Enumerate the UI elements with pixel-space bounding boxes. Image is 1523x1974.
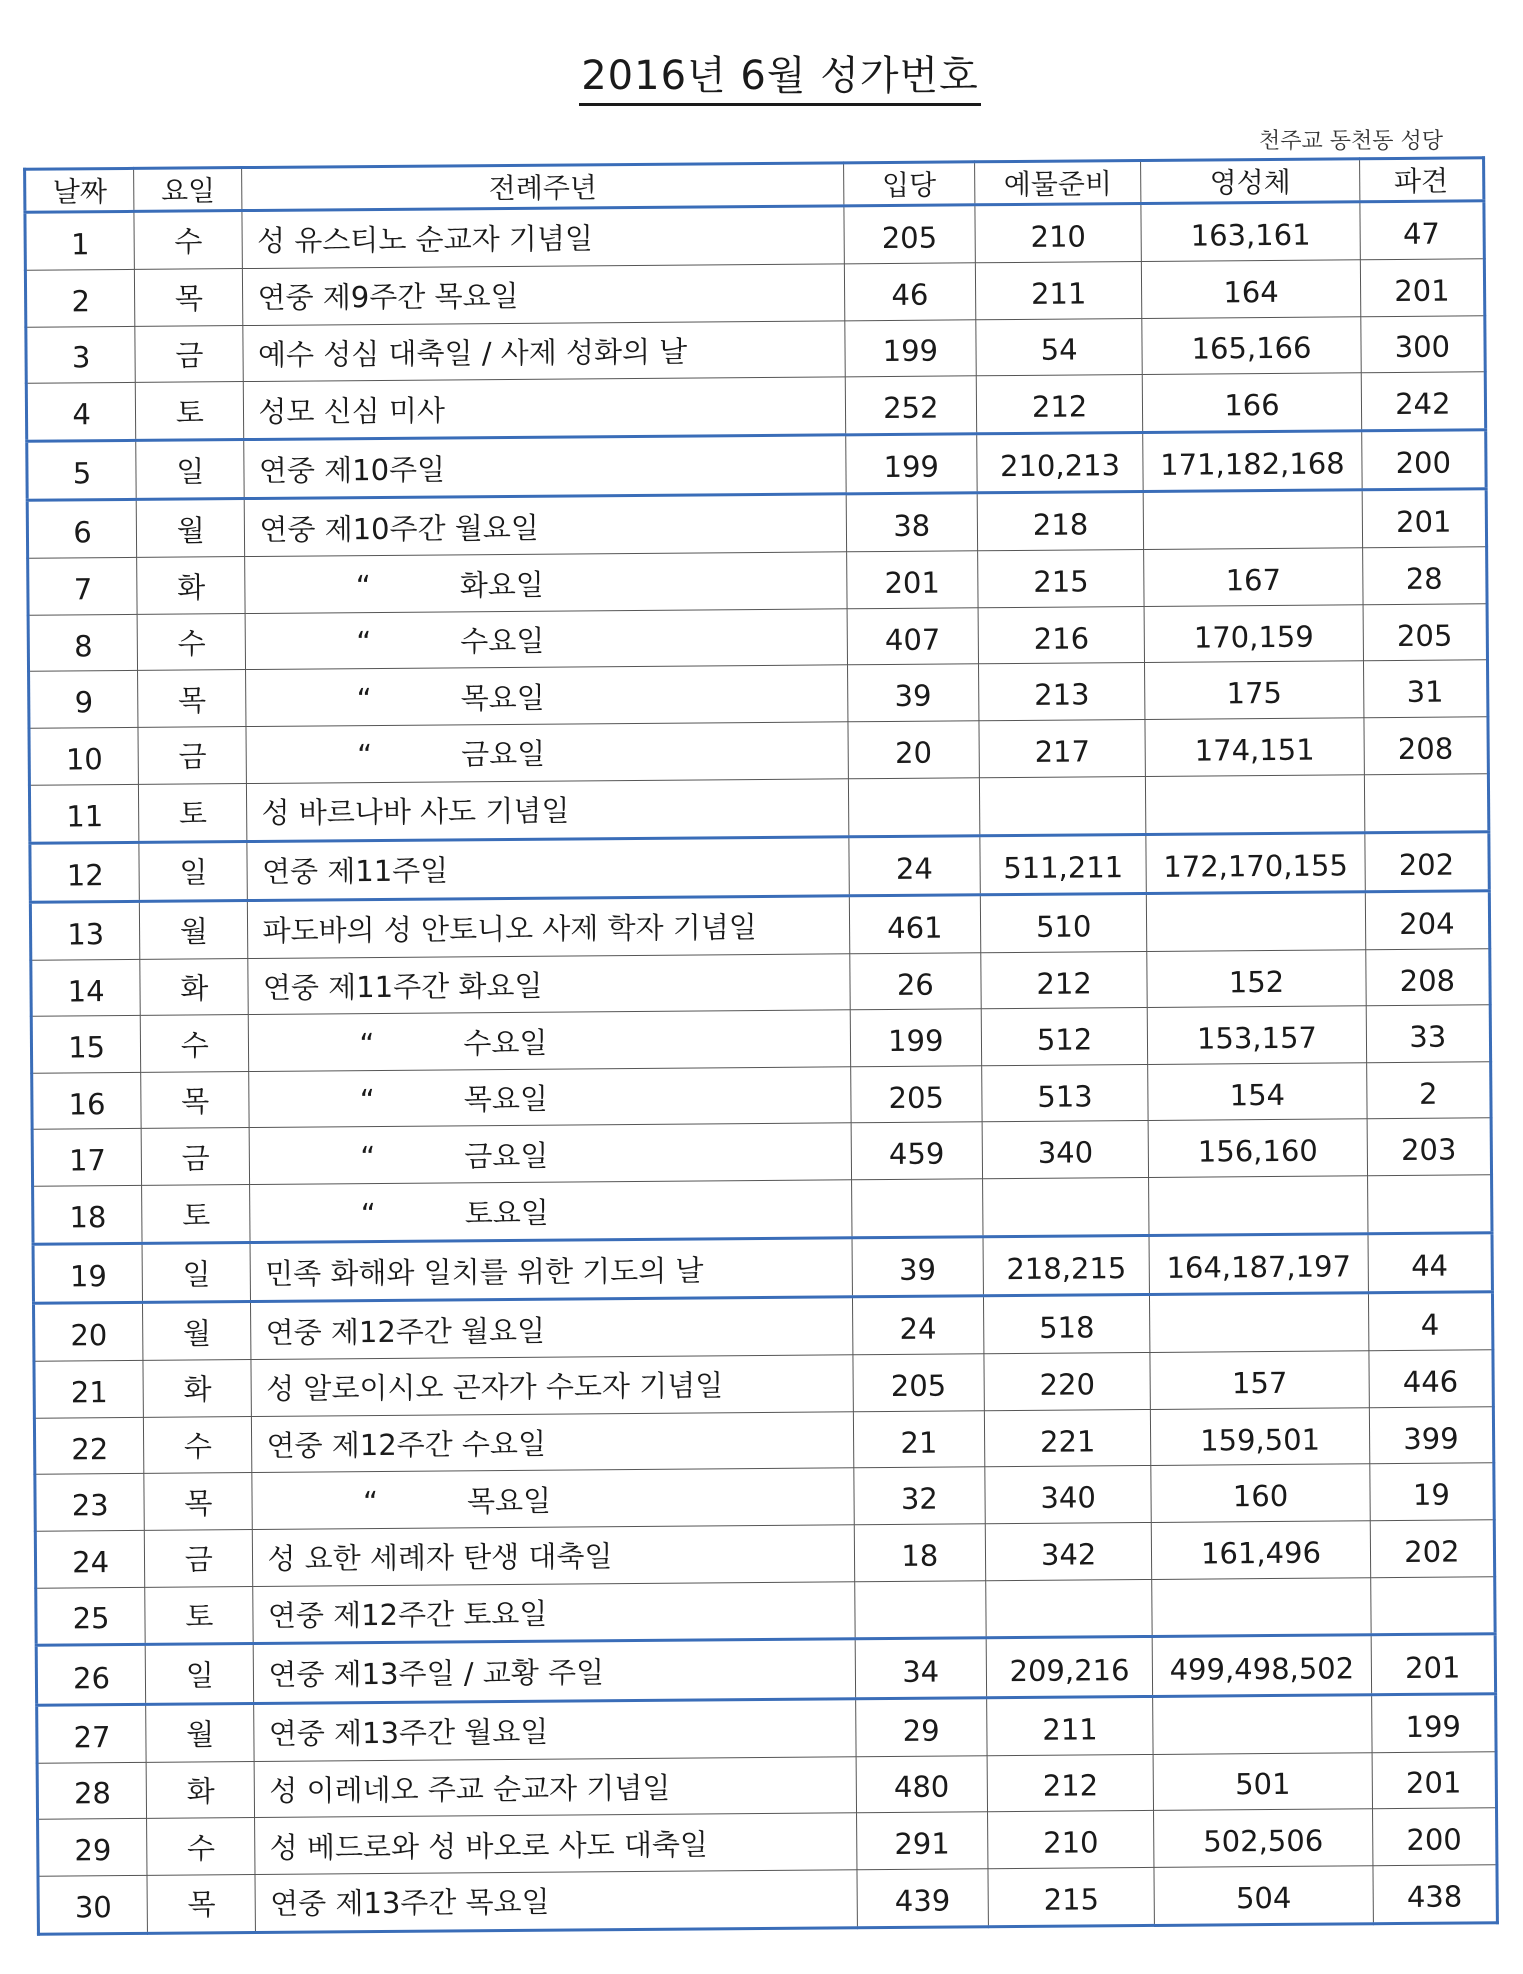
cell-offertory: 209,216 (986, 1637, 1153, 1698)
cell-dismissal: 4 (1368, 1292, 1493, 1351)
cell-date: 14 (31, 959, 141, 1016)
cell-communion (1150, 1293, 1369, 1353)
cell-offertory: 342 (985, 1522, 1152, 1580)
cell-day: 수 (134, 211, 243, 270)
cell-liturgical-season (254, 1639, 856, 1703)
cell-dismissal: 205 (1363, 604, 1488, 662)
cell-liturgical-season (246, 665, 848, 726)
col-header-communion: 영성체 (1141, 159, 1360, 204)
cell-communion: 159,501 (1151, 1408, 1370, 1466)
cell-liturgical-season (255, 1756, 857, 1817)
cell-day: 수 (137, 613, 246, 670)
cell-date: 17 (32, 1129, 142, 1186)
cell-dismissal: 201 (1360, 259, 1485, 317)
cell-entrance: 26 (849, 952, 981, 1010)
organization-name: 천주교 동천동 성당 (1258, 129, 1443, 154)
cell-offertory (982, 1177, 1149, 1236)
season-text: 화요일 (459, 567, 544, 602)
cell-date: 21 (34, 1361, 144, 1418)
cell-dismissal: 204 (1365, 891, 1490, 950)
cell-dismissal: 44 (1368, 1233, 1493, 1293)
cell-offertory: 210 (987, 1811, 1154, 1869)
col-header-entrance: 입당 (843, 162, 975, 206)
cell-dismissal: 200 (1372, 1808, 1497, 1866)
cell-dismissal: 208 (1364, 717, 1489, 775)
season-text: 연중 제10주일 (258, 452, 446, 488)
cell-liturgical-season (243, 264, 845, 325)
cell-day: 월 (146, 1703, 255, 1762)
cell-communion: 166 (1143, 373, 1362, 433)
cell-date: 3 (26, 326, 136, 383)
cell-date: 13 (30, 901, 140, 960)
season-text: 금요일 (464, 1138, 549, 1174)
season-text: 연중 제13주간 목요일 (270, 1885, 550, 1922)
cell-communion: 154 (1148, 1063, 1367, 1121)
cell-entrance: 199 (850, 1009, 982, 1067)
cell-liturgical-season (251, 1297, 853, 1360)
cell-entrance: 199 (844, 319, 976, 377)
cell-date: 9 (29, 671, 139, 728)
season-text: 목요일 (463, 1081, 549, 1117)
title-text: 2016년 6월 성가번호 (579, 44, 981, 106)
cell-dismissal: 242 (1361, 372, 1486, 431)
cell-day: 월 (143, 1302, 252, 1361)
cell-offertory: 212 (987, 1754, 1154, 1812)
ditto-mark: “ (355, 568, 371, 603)
cell-day: 목 (135, 268, 244, 325)
cell-communion: 167 (1144, 548, 1363, 606)
cell-date: 19 (33, 1243, 143, 1303)
cell-entrance: 24 (852, 1296, 984, 1355)
cell-communion: 502,506 (1154, 1809, 1373, 1867)
cell-liturgical-season (251, 1355, 853, 1416)
cell-offertory: 340 (982, 1121, 1149, 1179)
season-text: 연중 제11주일 (261, 853, 449, 890)
cell-entrance: 201 (846, 551, 978, 609)
cell-offertory: 217 (979, 719, 1146, 777)
season-text: 연중 제12주간 수요일 (266, 1426, 547, 1463)
ditto-mark: “ (356, 681, 372, 716)
cell-liturgical-season (255, 1813, 857, 1874)
cell-liturgical-season (253, 1525, 855, 1586)
cell-offertory: 210 (975, 203, 1142, 262)
cell-day: 금 (141, 1128, 250, 1185)
cell-liturgical-season (252, 1412, 854, 1473)
cell-dismissal: 33 (1366, 1005, 1491, 1063)
cell-liturgical-season (250, 1123, 852, 1184)
cell-entrance: 38 (846, 493, 978, 552)
cell-entrance: 32 (853, 1467, 985, 1525)
col-header-dismissal: 파견 (1359, 158, 1484, 202)
cell-dismissal: 300 (1360, 315, 1485, 373)
season-text: 성모 신심 미사 (258, 393, 446, 429)
cell-dismissal: 201 (1362, 489, 1487, 548)
cell-day: 화 (146, 1761, 255, 1818)
cell-entrance: 24 (849, 835, 981, 895)
cell-day: 월 (140, 900, 249, 959)
cell-offertory: 215 (978, 550, 1145, 608)
season-text: 토요일 (464, 1195, 549, 1230)
cell-communion: 175 (1145, 661, 1364, 719)
cell-dismissal: 19 (1370, 1463, 1495, 1521)
cell-communion: 164,187,197 (1149, 1234, 1368, 1295)
season-text: 금요일 (461, 736, 546, 772)
season-text: 연중 제12주간 토요일 (267, 1596, 548, 1633)
cell-dismissal: 399 (1369, 1407, 1494, 1465)
ditto-mark: “ (360, 1139, 376, 1174)
cell-date: 24 (35, 1530, 145, 1587)
cell-offertory: 211 (987, 1696, 1154, 1755)
cell-communion: 172,170,155 (1146, 832, 1365, 893)
season-text: 성 베드로와 성 바오로 사도 대축일 (269, 1826, 709, 1865)
cell-liturgical-season (250, 1180, 852, 1243)
cell-liturgical-season (253, 1581, 855, 1644)
cell-dismissal (1367, 1175, 1492, 1234)
cell-dismissal: 201 (1371, 1634, 1496, 1694)
cell-dismissal: 199 (1371, 1693, 1496, 1752)
cell-dismissal: 446 (1369, 1350, 1494, 1408)
cell-day: 월 (136, 499, 245, 558)
cell-communion: 161,496 (1152, 1521, 1371, 1579)
season-text: 목요일 (466, 1483, 552, 1518)
cell-dismissal: 203 (1367, 1118, 1492, 1176)
col-header-date: 날짜 (25, 168, 135, 212)
cell-offertory: 512 (981, 1008, 1148, 1066)
cell-communion (1147, 892, 1366, 952)
cell-offertory: 210,213 (977, 433, 1144, 494)
cell-dismissal (1370, 1576, 1495, 1635)
cell-dismissal: 201 (1372, 1751, 1497, 1809)
cell-date: 11 (29, 784, 139, 843)
cell-day: 토 (142, 1185, 251, 1244)
season-text: 연중 제13주간 월요일 (268, 1714, 549, 1752)
cell-communion: 499,498,502 (1152, 1635, 1371, 1696)
cell-date: 28 (37, 1762, 147, 1819)
cell-entrance: 439 (857, 1869, 989, 1928)
cell-offertory: 211 (975, 261, 1142, 319)
season-text: 연중 제11주간 화요일 (262, 968, 543, 1005)
cell-day: 목 (147, 1874, 256, 1933)
cell-dismissal: 438 (1373, 1865, 1498, 1924)
cell-date: 10 (29, 727, 139, 784)
cell-entrance: 46 (844, 263, 976, 321)
cell-dismissal: 28 (1362, 547, 1487, 605)
cell-day: 화 (143, 1360, 252, 1417)
season-text: 성 이레네오 주교 순교자 기념일 (269, 1770, 671, 1808)
cell-communion: 152 (1147, 949, 1366, 1007)
cell-liturgical-season (252, 1468, 854, 1529)
cell-day: 수 (147, 1818, 256, 1875)
cell-liturgical-season (248, 954, 850, 1015)
cell-communion: 153,157 (1147, 1006, 1366, 1064)
col-header-day: 요일 (134, 168, 243, 212)
cell-day: 토 (145, 1586, 254, 1645)
cell-day: 일 (139, 841, 248, 901)
ditto-mark: “ (357, 738, 373, 773)
cell-day: 일 (136, 440, 245, 500)
cell-liturgical-season (245, 494, 847, 557)
cell-offertory: 218 (977, 492, 1144, 551)
cell-date: 22 (34, 1417, 144, 1474)
cell-entrance (854, 1580, 986, 1639)
season-text: 연중 제9주간 목요일 (257, 279, 519, 316)
season-text: 연중 제13주일 / 교황 주일 (268, 1655, 605, 1692)
cell-communion: 501 (1153, 1752, 1372, 1810)
cell-liturgical-season (245, 552, 847, 613)
cell-date: 29 (38, 1819, 148, 1876)
cell-day: 수 (140, 1015, 249, 1072)
cell-offertory: 213 (978, 663, 1145, 721)
cell-communion (1149, 1176, 1368, 1236)
cell-dismissal: 202 (1365, 831, 1490, 891)
cell-dismissal (1364, 773, 1489, 832)
cell-offertory: 215 (988, 1867, 1155, 1926)
cell-offertory (986, 1579, 1153, 1638)
cell-entrance: 34 (855, 1638, 987, 1698)
cell-day: 화 (140, 958, 249, 1015)
cell-entrance (848, 777, 980, 836)
cell-entrance: 461 (849, 895, 981, 954)
cell-communion: 504 (1154, 1866, 1373, 1926)
cell-communion: 165,166 (1142, 316, 1361, 374)
cell-entrance: 29 (855, 1697, 987, 1756)
cell-day: 목 (138, 670, 247, 727)
cell-offertory: 212 (981, 951, 1148, 1009)
cell-day: 토 (135, 382, 244, 441)
cell-date: 15 (31, 1016, 141, 1073)
cell-liturgical-season (249, 1010, 851, 1071)
cell-liturgical-season (249, 1067, 851, 1128)
cell-date: 1 (25, 211, 135, 270)
cell-entrance: 205 (850, 1066, 982, 1124)
cell-date: 4 (26, 382, 136, 441)
season-text: 성 유스티노 순교자 기념일 (256, 221, 594, 259)
cell-liturgical-season (244, 377, 846, 440)
cell-offertory: 212 (976, 375, 1143, 434)
cell-date: 6 (27, 500, 137, 559)
cell-communion: 174,151 (1145, 718, 1364, 776)
cell-liturgical-season (255, 1870, 857, 1933)
cell-offertory: 54 (976, 318, 1143, 376)
cell-date: 2 (25, 269, 135, 326)
ditto-mark: “ (359, 1083, 376, 1118)
cell-day: 일 (142, 1242, 251, 1302)
col-header-liturgical-season: 전례주년 (242, 163, 844, 211)
cell-offertory: 221 (984, 1409, 1151, 1467)
cell-offertory: 220 (984, 1353, 1151, 1411)
cell-day: 토 (139, 783, 248, 842)
cell-communion: 164 (1142, 260, 1361, 318)
cell-day: 금 (145, 1529, 254, 1586)
cell-day: 금 (135, 325, 244, 382)
cell-offertory: 340 (985, 1466, 1152, 1524)
ditto-mark: “ (356, 625, 372, 660)
cell-dismissal: 2 (1366, 1062, 1491, 1120)
cell-communion (1146, 774, 1365, 834)
cell-offertory: 510 (980, 893, 1147, 952)
cell-date: 25 (36, 1587, 146, 1646)
cell-date: 26 (36, 1645, 146, 1705)
cell-offertory (979, 776, 1146, 835)
season-text: 민족 화해와 일치를 위한 기도의 날 (265, 1253, 704, 1291)
cell-liturgical-season (247, 836, 849, 900)
cell-entrance: 205 (844, 205, 976, 264)
cell-communion: 170,159 (1144, 605, 1363, 663)
cell-dismissal: 200 (1361, 430, 1486, 490)
cell-offertory: 518 (983, 1295, 1150, 1354)
cell-dismissal: 47 (1360, 201, 1485, 260)
cell-offertory: 513 (982, 1064, 1149, 1122)
cell-communion (1152, 1577, 1371, 1637)
cell-liturgical-season (247, 778, 849, 841)
cell-entrance: 291 (856, 1812, 988, 1870)
table-body (25, 201, 1497, 1934)
ditto-mark: “ (359, 1026, 375, 1061)
cell-dismissal: 31 (1363, 660, 1488, 718)
season-text: 파도바의 성 안토니오 사제 학자 기념일 (262, 910, 757, 949)
cell-day: 목 (144, 1473, 253, 1530)
cell-communion: 160 (1151, 1464, 1370, 1522)
season-text: 수요일 (463, 1025, 548, 1060)
season-text: 성 요한 세례자 탄생 대축일 (267, 1539, 613, 1577)
cell-entrance: 18 (854, 1524, 986, 1582)
cell-liturgical-season (254, 1698, 856, 1761)
cell-dismissal: 208 (1365, 948, 1490, 1006)
cell-liturgical-season (242, 206, 844, 269)
cell-date: 23 (35, 1474, 145, 1531)
cell-day: 일 (145, 1644, 254, 1704)
cell-entrance: 459 (851, 1122, 983, 1180)
ditto-mark: “ (360, 1196, 376, 1231)
cell-date: 16 (32, 1072, 142, 1129)
table-row (38, 1865, 1497, 1935)
cell-entrance (851, 1179, 983, 1238)
cell-day: 수 (144, 1416, 253, 1473)
season-text: 예수 성심 대축일 / 사제 성화의 날 (257, 334, 688, 372)
season-text: 연중 제12주간 월요일 (265, 1313, 546, 1350)
cell-dismissal: 202 (1370, 1520, 1495, 1578)
cell-liturgical-season (250, 1238, 852, 1302)
cell-entrance: 480 (856, 1755, 988, 1813)
cell-date: 27 (37, 1704, 147, 1763)
cell-communion: 163,161 (1141, 202, 1360, 262)
cell-entrance: 205 (853, 1354, 985, 1412)
cell-entrance: 199 (845, 434, 977, 494)
cell-communion: 171,182,168 (1143, 431, 1362, 492)
season-text: 연중 제10주간 월요일 (259, 510, 539, 547)
cell-offertory: 218,215 (983, 1235, 1150, 1296)
cell-date: 20 (33, 1303, 143, 1362)
cell-communion (1143, 490, 1362, 550)
cell-entrance: 21 (853, 1411, 985, 1469)
cell-entrance: 407 (847, 608, 979, 666)
cell-date: 7 (28, 558, 138, 615)
cell-date: 5 (27, 440, 137, 500)
cell-liturgical-season (246, 722, 848, 783)
cell-entrance: 39 (852, 1237, 984, 1297)
cell-day: 목 (141, 1071, 250, 1128)
cell-offertory: 511,211 (980, 834, 1147, 895)
season-text: 수요일 (460, 623, 545, 659)
season-text: 성 바르나바 사도 기념일 (261, 793, 570, 830)
cell-liturgical-season (244, 435, 846, 499)
cell-liturgical-season (248, 896, 850, 959)
hymn-schedule-table (23, 156, 1499, 1935)
season-text: 성 알로이시오 곤자가 수도자 기념일 (265, 1368, 724, 1407)
cell-liturgical-season (243, 320, 845, 381)
cell-entrance: 20 (848, 721, 980, 779)
cell-entrance: 39 (847, 664, 979, 722)
cell-communion: 157 (1150, 1351, 1369, 1409)
page-title (0, 44, 1523, 106)
cell-date: 30 (38, 1875, 148, 1934)
cell-communion: 156,160 (1148, 1119, 1367, 1177)
cell-offertory: 216 (978, 606, 1145, 664)
cell-liturgical-season (246, 609, 848, 670)
cell-day: 금 (138, 727, 247, 784)
cell-date: 8 (28, 614, 138, 671)
ditto-mark: “ (362, 1484, 379, 1519)
cell-date: 18 (33, 1185, 143, 1244)
cell-entrance: 252 (845, 376, 977, 435)
cell-day: 화 (137, 557, 246, 614)
cell-date: 12 (30, 842, 140, 902)
season-text: 목요일 (460, 680, 545, 716)
cell-communion (1153, 1694, 1372, 1754)
col-header-offertory: 예물준비 (974, 160, 1141, 204)
